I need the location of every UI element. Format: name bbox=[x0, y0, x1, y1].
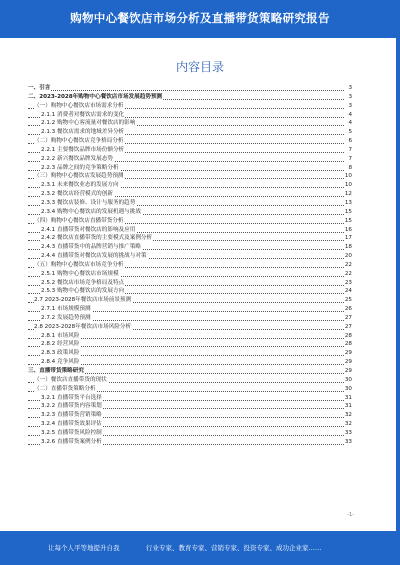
toc-entry[interactable] bbox=[28, 93, 352, 102]
toc-entry-page: 31 bbox=[344, 403, 352, 410]
toc-entry[interactable] bbox=[28, 287, 352, 296]
toc-entry[interactable] bbox=[28, 243, 352, 252]
toc-entry-label: 2.4.4 直播带货对餐饮店发展的挑战与对策 bbox=[41, 253, 147, 260]
toc-entry-label: 2.4.2 餐饮店直播带货的主要模式及案例分析 bbox=[41, 235, 153, 242]
toc-entry[interactable] bbox=[28, 411, 352, 420]
toc-entry[interactable] bbox=[28, 296, 352, 305]
toc-entry-page: 3 bbox=[344, 93, 352, 102]
toc-entry-label: 3.2.4 直播带货效果评估 bbox=[41, 421, 102, 428]
footer-tags: 行业专家、教育专家、营销专家、投资专家、成功企业家…… bbox=[146, 544, 322, 552]
toc-entry[interactable] bbox=[28, 234, 352, 243]
toc-entry[interactable] bbox=[28, 402, 352, 411]
toc-heading: 内容目录 bbox=[175, 60, 224, 74]
toc-entry[interactable] bbox=[28, 358, 352, 367]
toc-entry-page: 12 bbox=[344, 191, 352, 198]
toc-entry-label: 2.7.1 市场规模预测 bbox=[41, 306, 91, 313]
toc-entry[interactable] bbox=[28, 394, 352, 403]
toc-entry-label: （二）购物中心餐饮店竞争格局分析 bbox=[34, 138, 124, 145]
toc-entry-page: 29 bbox=[344, 350, 352, 357]
toc-entry-label: （二）直播带货策略分析 bbox=[34, 385, 96, 392]
toc-entry-page: 30 bbox=[344, 376, 352, 383]
toc-entry[interactable] bbox=[28, 367, 352, 376]
toc-entry[interactable] bbox=[28, 164, 352, 173]
toc-entry-label: 二、2023-2028年购物中心餐饮店市场发展趋势预测 bbox=[28, 93, 163, 100]
toc-entry-page: 32 bbox=[344, 412, 352, 419]
toc-entry-label: 2.8.2 经营风险 bbox=[41, 341, 80, 348]
toc-entry[interactable] bbox=[28, 252, 352, 261]
footer-bar bbox=[0, 531, 400, 565]
toc-entry-page: 3 bbox=[344, 102, 352, 111]
toc-entry-page: 22 bbox=[344, 261, 352, 268]
header-bar bbox=[0, 0, 400, 38]
toc-entry-label: 2.2.2 新兴餐饮品牌发展态势 bbox=[41, 155, 113, 162]
toc-entry-label: 3.2.1 直播带货平台选择 bbox=[41, 394, 102, 401]
toc-entry-page: 15 bbox=[344, 217, 352, 224]
toc-entry-page: 24 bbox=[344, 288, 352, 295]
toc-entry-label: 2.5.2 餐饮店市场竞争格局及特点 bbox=[41, 279, 125, 286]
toc-entry-label: 2.2.3 品牌之间的竞争策略分析 bbox=[41, 164, 119, 171]
toc-entry-label: 3.2.3 直播带货营销策略 bbox=[41, 412, 102, 419]
toc-entry-label: 3.2.6 直播带货案例分析 bbox=[41, 438, 102, 445]
toc-entry-label: 2.2.1 主要餐饮品牌市场份额分析 bbox=[41, 146, 125, 153]
toc-entry-page: 4 bbox=[344, 119, 352, 128]
toc-entry-label: 2.3.3 餐饮店装修、设计与服务的趋势 bbox=[41, 199, 136, 206]
toc-entry-label: 2.8.4 竞争风险 bbox=[41, 359, 80, 366]
toc-entry[interactable] bbox=[28, 190, 352, 199]
side-accent-bar bbox=[396, 38, 400, 531]
toc-entry-page: 7 bbox=[344, 155, 352, 164]
toc-entry-label: 2.4.3 直播带货中的品牌营销与推广策略 bbox=[41, 244, 141, 251]
toc-entry-page: 7 bbox=[344, 146, 352, 155]
toc-entry-page: 22 bbox=[344, 270, 352, 277]
toc-entry-page: 4 bbox=[344, 111, 352, 120]
toc-entry-label: 3.2.2 直播带货内容策划 bbox=[41, 403, 102, 410]
toc-entry-label: 2.1.1 消费者对餐饮店需求的变化 bbox=[41, 111, 125, 118]
toc-entry-page: 32 bbox=[344, 421, 352, 428]
toc-entry-page: 28 bbox=[344, 332, 352, 339]
toc-entry-label: 2.8.3 政策风险 bbox=[41, 350, 80, 357]
toc-entry-page: 23 bbox=[344, 279, 352, 286]
toc-entry[interactable] bbox=[28, 199, 352, 208]
toc-entry-page: 20 bbox=[344, 253, 352, 260]
toc-entry[interactable] bbox=[28, 172, 352, 181]
toc-entry-label: （一）购物中心餐饮店市场需求分析 bbox=[34, 102, 124, 109]
toc-entry-page: 13 bbox=[344, 199, 352, 206]
toc-entry-label: （五）购物中心餐饮店市场竞争分析 bbox=[34, 261, 124, 268]
toc-entry-label: 2.3.2 餐饮店经营模式的创新 bbox=[41, 191, 113, 198]
toc-entry[interactable] bbox=[28, 111, 352, 120]
toc-entry-page: 33 bbox=[344, 429, 352, 436]
toc-entry[interactable] bbox=[28, 429, 352, 438]
toc-entry-page: 33 bbox=[344, 438, 352, 445]
toc-entry-page: 25 bbox=[344, 297, 352, 304]
toc-entry-label: 2.8.1 市场风险 bbox=[41, 332, 80, 339]
toc-entry[interactable] bbox=[28, 376, 352, 385]
toc-entry-page: 8 bbox=[344, 164, 352, 173]
toc-entry[interactable] bbox=[28, 385, 352, 394]
toc-entry-label: 2.3.1 未来餐饮业态的发展方向 bbox=[41, 182, 119, 189]
toc-entry[interactable] bbox=[28, 119, 352, 128]
toc-leader-dots bbox=[28, 90, 344, 91]
footer-slogan: 让每个人平等地提升自我 bbox=[48, 544, 120, 552]
toc-entry[interactable] bbox=[28, 420, 352, 429]
toc-entry[interactable] bbox=[28, 270, 352, 279]
toc-entry[interactable] bbox=[28, 332, 352, 341]
toc-entry-label: 三、直播带货策略研究 bbox=[28, 368, 84, 374]
toc-entry-page: 10 bbox=[344, 182, 352, 189]
toc-entry-page: 18 bbox=[344, 244, 352, 251]
toc-entry-page: 5 bbox=[344, 128, 352, 137]
page-number: -1- bbox=[347, 512, 354, 518]
toc-entry[interactable] bbox=[28, 438, 352, 447]
toc-entry[interactable] bbox=[28, 137, 352, 146]
toc-entry-label: （一）餐饮店直播带货的现状 bbox=[34, 376, 107, 383]
toc-entry[interactable] bbox=[28, 146, 352, 155]
table-of-contents bbox=[28, 84, 352, 447]
toc-entry[interactable] bbox=[28, 102, 352, 111]
toc-entry-label: 2.7.2 发展趋势预测 bbox=[41, 314, 91, 321]
toc-entry-page: 17 bbox=[344, 235, 352, 242]
toc-entry[interactable] bbox=[28, 314, 352, 323]
toc-entry-page: 26 bbox=[344, 306, 352, 313]
toc-entry-label: 2.4.1 直播带货对餐饮店的影响及应用 bbox=[41, 226, 136, 233]
toc-entry-page: 29 bbox=[344, 368, 352, 374]
toc-entry-page: 27 bbox=[344, 314, 352, 321]
toc-entry[interactable] bbox=[28, 217, 352, 226]
toc-entry[interactable] bbox=[28, 305, 352, 314]
toc-entry-label: 2.8 2023-2028年餐饮店市场风险分析 bbox=[34, 323, 132, 330]
toc-entry[interactable] bbox=[28, 340, 352, 349]
toc-entry[interactable] bbox=[28, 261, 352, 270]
report-title: 购物中心餐饮店市场分析及直播带货策略研究报告 bbox=[70, 11, 330, 25]
toc-entry-page: 15 bbox=[344, 208, 352, 215]
toc-entry-page: 10 bbox=[344, 173, 352, 180]
toc-entry[interactable] bbox=[28, 279, 352, 288]
toc-entry-label: 2.1.3 餐饮店需求的地域差异分析 bbox=[41, 129, 125, 136]
toc-entry-page: 31 bbox=[344, 394, 352, 401]
toc-entry[interactable] bbox=[28, 208, 352, 217]
toc-entry-page: 30 bbox=[344, 385, 352, 392]
toc-entry-label: （四）购物中心餐饮店直播带货分析 bbox=[34, 217, 124, 224]
toc-entry-page: 27 bbox=[344, 323, 352, 330]
toc-entry-page: 28 bbox=[344, 341, 352, 348]
toc-entry-label: 2.5.3 购物中心餐饮店的发展方向 bbox=[41, 288, 125, 295]
toc-entry[interactable] bbox=[28, 323, 352, 332]
toc-entry[interactable] bbox=[28, 226, 352, 235]
toc-entry-label: 一、引言 bbox=[28, 85, 51, 91]
toc-entry[interactable] bbox=[28, 128, 352, 137]
toc-entry-label: 2.1.2 购物中心客流量对餐饮店的影响 bbox=[41, 120, 136, 127]
toc-entry[interactable] bbox=[28, 181, 352, 190]
toc-entry-label: 3.2.5 直播带货风险控制 bbox=[41, 429, 102, 436]
toc-entry-page: 3 bbox=[344, 84, 352, 93]
toc-entry[interactable] bbox=[28, 349, 352, 358]
toc-entry-page: 29 bbox=[344, 359, 352, 366]
toc-entry[interactable] bbox=[28, 84, 352, 93]
toc-entry-label: （三）购物中心餐饮店发展趋势预测 bbox=[34, 173, 124, 180]
toc-entry-label: 2.7 2023-2028年餐饮店市场前景预测 bbox=[34, 297, 132, 304]
toc-entry-label: 2.5.1 购物中心餐饮店市场规模 bbox=[41, 270, 119, 277]
toc-entry-page: 6 bbox=[344, 137, 352, 146]
toc-entry[interactable] bbox=[28, 155, 352, 164]
toc-entry-page: 16 bbox=[344, 226, 352, 233]
toc-entry-label: 2.3.4 购物中心餐饮店的发展机遇与挑战 bbox=[41, 208, 141, 215]
